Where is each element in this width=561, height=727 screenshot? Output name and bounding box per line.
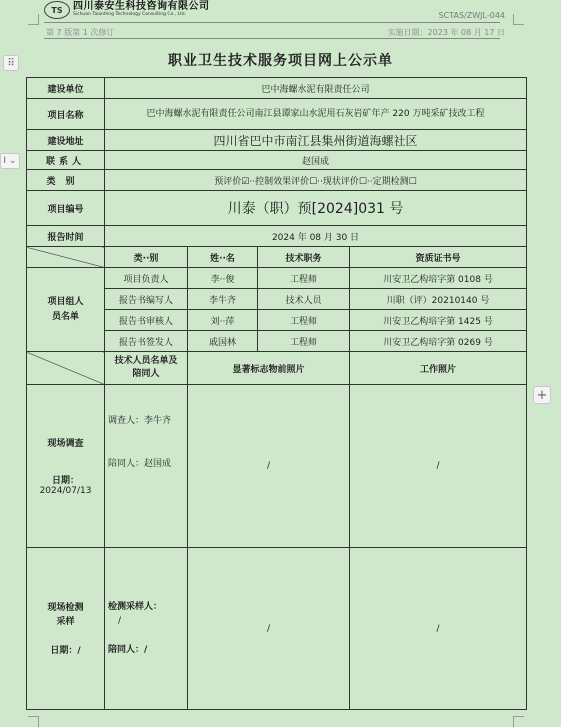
text-cursor-dropdown[interactable]: [0, 153, 20, 169]
staff-col-certificate: 资质证书号: [350, 247, 527, 268]
staff-name[interactable]: 刘··萍: [188, 310, 258, 331]
staff-cert[interactable]: 川职（评）20210140 号: [350, 289, 527, 310]
survey-work-photo[interactable]: /: [350, 385, 527, 548]
staff-role[interactable]: 项目负责人: [105, 268, 188, 289]
project-name-value[interactable]: 巴中海螺水泥有限责任公司南江县谭家山水泥用石灰岩矿年产 220 万吨采矿技改工程: [105, 99, 527, 130]
survey-date-value: 2024/07/13: [39, 486, 92, 496]
row-project-number: [27, 191, 527, 226]
form-title: 职业卫生技术服务项目网上公示单: [168, 53, 393, 69]
construction-unit-label: 建设单位: [27, 78, 105, 99]
survey-investigator: 调查人：李牛齐: [108, 416, 172, 426]
photo-header-row: [27, 352, 527, 385]
survey-landmark-photo[interactable]: /: [188, 385, 350, 548]
survey-accompany: 陪同人：赵国成: [108, 459, 172, 469]
crop-mark-bottom-left: [28, 716, 39, 727]
staff-row: [27, 268, 527, 289]
sampling-label-cell: [27, 548, 105, 710]
chevron-down-icon: ⌄: [9, 156, 17, 166]
report-time-label: 报告时间: [27, 226, 105, 247]
staff-role[interactable]: 报告书审核人: [105, 310, 188, 331]
sampling-sampler-value: /: [118, 615, 122, 626]
staff-title[interactable]: 工程师: [258, 310, 350, 331]
row-report-time: [27, 226, 527, 247]
sampling-date-label: 日期：/: [50, 646, 81, 657]
report-time-value[interactable]: 2024 年 08 月 30 日: [105, 226, 527, 247]
sampling-work-photo[interactable]: /: [350, 548, 527, 710]
contact-label: 联系人: [27, 151, 105, 170]
category-value[interactable]: 预评价☑··控制效果评价☐··现状评价☐··定期检测☐: [105, 170, 527, 191]
staff-name[interactable]: 李牛齐: [188, 289, 258, 310]
row-project-name: [27, 99, 527, 130]
row-address: [27, 130, 527, 151]
text-cursor-icon: I: [3, 156, 7, 166]
company-logo: [44, 1, 210, 19]
header-divider: [44, 22, 500, 23]
row-contact: [27, 151, 527, 170]
row-construction-unit: [27, 78, 527, 99]
staff-title[interactable]: 工程师: [258, 268, 350, 289]
staff-title[interactable]: 技术人员: [258, 289, 350, 310]
sampling-landmark-photo[interactable]: /: [188, 548, 350, 710]
company-name-cn: 四川泰安生科技咨询有限公司: [73, 1, 210, 13]
staff-title[interactable]: 工程师: [258, 331, 350, 352]
staff-group-label: [27, 268, 105, 352]
staff-name[interactable]: 李··俊: [188, 268, 258, 289]
document-code: SCTAS/ZWJL-044: [438, 11, 505, 20]
staff-group-label-text: 项目组人员名单: [47, 297, 84, 322]
staff-col-name: 姓··名: [188, 247, 258, 268]
sampling-staff-cell[interactable]: [105, 548, 188, 710]
staff-cert[interactable]: 川安卫乙构培字第 0108 号: [350, 268, 527, 289]
staff-role[interactable]: 报告书签发人: [105, 331, 188, 352]
survey-date-label: 日期：: [51, 476, 79, 486]
photo-col-landmark: 显著标志物前照片: [188, 352, 350, 385]
staff-header-row: [27, 247, 527, 268]
survey-staff-cell[interactable]: [105, 385, 188, 548]
block-handle-button[interactable]: ⠿: [3, 55, 19, 71]
disclosure-form-table: [26, 77, 527, 710]
photo-col-staff: [105, 352, 188, 385]
effective-date: 实施日期：2023 年 08 月 17 日: [387, 28, 505, 37]
add-column-button[interactable]: +: [533, 386, 551, 404]
survey-label-cell: [27, 385, 105, 548]
crop-mark-bottom-right: [513, 716, 524, 727]
survey-label: 现场调查: [47, 439, 84, 449]
project-number-label: 项目编号: [27, 191, 105, 226]
photo-col-staff-text: 技术人员名单及陪同人: [114, 356, 178, 379]
address-value[interactable]: 四川省巴中市南江县集州街道海螺社区: [105, 130, 527, 151]
crop-mark-top-left: [28, 14, 39, 25]
photo-col-work: 工作照片: [350, 352, 527, 385]
crop-mark-top-right: [513, 14, 524, 25]
staff-header-diagonal-cell: [27, 247, 105, 268]
staff-col-category: 类··别: [105, 247, 188, 268]
row-category: [27, 170, 527, 191]
sampling-sampler-label: 检测采样人：: [108, 601, 163, 612]
revision-label: 第 7 版第 1 次修订: [46, 28, 115, 37]
construction-unit-value[interactable]: 巴中海螺水泥有限责任公司: [105, 78, 527, 99]
contact-value[interactable]: 赵国成: [105, 151, 527, 170]
header-divider-bottom: [44, 38, 500, 39]
category-label: 类别: [27, 170, 105, 191]
company-logo-mark: TS: [44, 1, 70, 19]
company-name-en: Sichuan Taianfeng Technology Consulting Co., Ltd.: [73, 12, 187, 18]
survey-row: [27, 385, 527, 548]
sampling-accompany: 陪同人：/: [108, 644, 148, 655]
staff-cert[interactable]: 川安卫乙构培字第 0269 号: [350, 331, 527, 352]
sampling-label: 现场检测采样: [47, 602, 84, 627]
address-label: 建设地址: [27, 130, 105, 151]
photo-header-diagonal-cell: [27, 352, 105, 385]
staff-cert[interactable]: 川安卫乙构培字第 1425 号: [350, 310, 527, 331]
project-number-value[interactable]: 川泰（职）预[2024]031 号: [105, 191, 527, 226]
staff-col-title: 技术职务: [258, 247, 350, 268]
sampling-row: [27, 548, 527, 710]
project-name-label: 项目名称: [27, 99, 105, 130]
staff-name[interactable]: 戚国林: [188, 331, 258, 352]
staff-role[interactable]: 报告书编写人: [105, 289, 188, 310]
